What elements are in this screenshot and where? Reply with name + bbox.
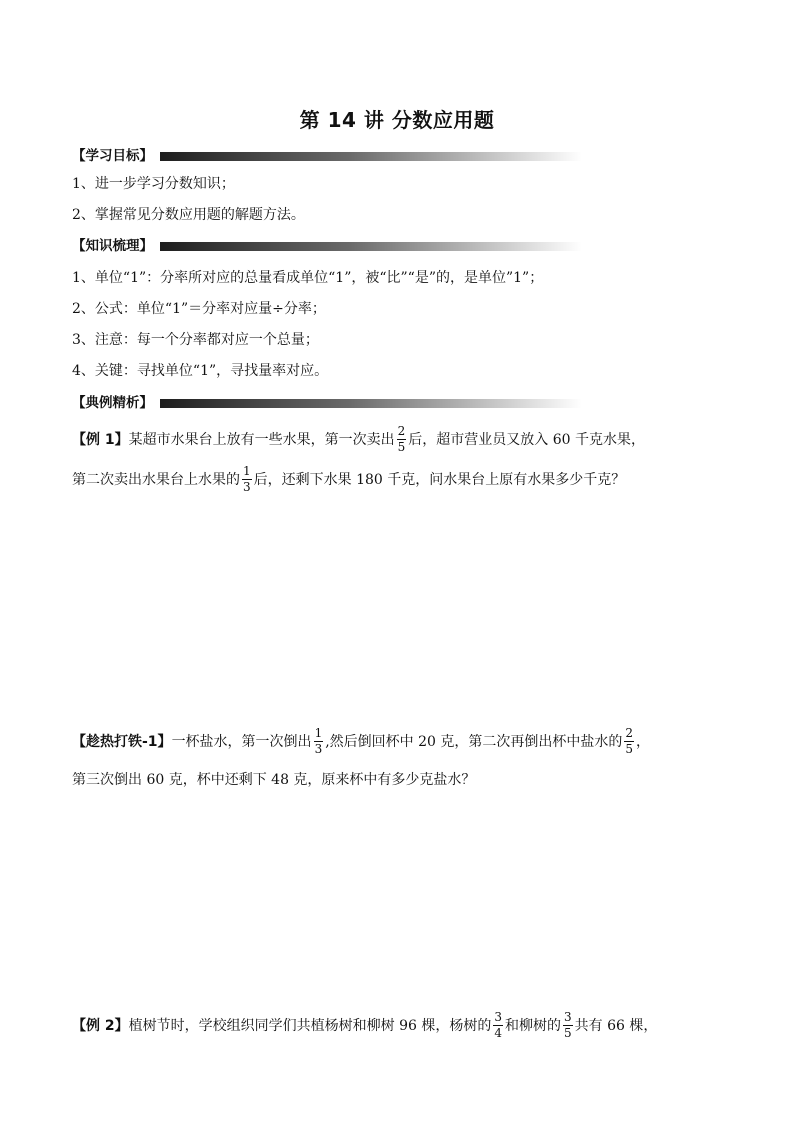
example-text: 共有 66 棵， — [574, 1018, 658, 1034]
example-text: 第二次卖出水果台上水果的 — [72, 472, 240, 488]
example-text: 一杯盐水，第一次倒出 — [171, 734, 312, 750]
example-text: 和柳树的 — [504, 1018, 561, 1034]
fraction — [493, 1011, 503, 1040]
section-label: 【知识梳理】 — [72, 238, 153, 254]
section-header-knowledge — [72, 236, 582, 256]
section-header-examples — [72, 393, 582, 413]
section-gradient-bar — [160, 152, 582, 161]
fraction-numerator: 3 — [563, 1009, 572, 1024]
page-title: 第 14 讲 分数应用题 — [299, 108, 495, 132]
fraction — [624, 727, 634, 756]
fraction-denominator: 5 — [397, 439, 406, 454]
fraction-numerator: 1 — [243, 463, 251, 478]
fraction-denominator: 3 — [243, 479, 251, 494]
example-text: ， — [636, 734, 651, 750]
knowledge-item: 3、注意：每一个分率都对应一个总量； — [72, 332, 319, 348]
goal-item: 1、进一步学习分数知识； — [72, 176, 235, 192]
example-text: 植树节时，学校组织同学们共植杨树和柳树 96 棵，杨树的 — [128, 1018, 492, 1034]
example-1 — [72, 419, 732, 499]
fraction-numerator: 1 — [314, 725, 323, 740]
section-gradient-bar — [160, 242, 582, 251]
knowledge-item: 1、单位“1”：分率所对应的总量看成单位“1”，被“比”“是”的，是单位”1”； — [72, 270, 544, 286]
example-text: 后，超市营业员又放入 60 千克水果， — [408, 432, 645, 448]
example-tag: 【趁热打铁-1】 — [72, 734, 172, 750]
fraction-numerator: 3 — [494, 1009, 502, 1024]
example-2 — [72, 1005, 732, 1045]
example-text: 第三次倒出 60 克，杯中还剩下 48 克，原来杯中有多少克盐水？ — [72, 772, 476, 788]
fraction — [563, 1011, 573, 1040]
fraction-numerator: 2 — [625, 725, 634, 740]
fraction-denominator: 3 — [314, 741, 323, 756]
section-gradient-bar — [160, 399, 582, 408]
fraction — [314, 727, 324, 756]
fraction-denominator: 5 — [563, 1025, 572, 1040]
goal-item: 2、掌握常见分数应用题的解题方法。 — [72, 207, 305, 223]
example-tag: 【例 2】 — [72, 1018, 129, 1034]
example-text: ,然后倒回杯中 20 克，第二次再倒出杯中盐水的 — [325, 734, 623, 750]
fraction-numerator: 2 — [397, 423, 406, 438]
fraction-denominator: 4 — [494, 1025, 502, 1040]
knowledge-item: 4、关键：寻找单位“1”，寻找量率对应。 — [72, 363, 329, 379]
fraction-denominator: 5 — [625, 741, 634, 756]
example-text: 某超市水果台上放有一些水果，第一次卖出 — [128, 432, 395, 448]
fraction — [242, 465, 252, 494]
section-header-goals — [72, 146, 582, 166]
example-tag: 【例 1】 — [72, 432, 129, 448]
practice-1 — [72, 721, 732, 797]
knowledge-item: 2、公式：单位“1”＝分率对应量÷分率； — [72, 301, 326, 317]
fraction — [397, 425, 407, 454]
section-label: 【典例精析】 — [72, 395, 153, 411]
example-text: 后，还剩下水果 180 千克，问水果台上原有水果多少千克？ — [253, 472, 626, 488]
section-label: 【学习目标】 — [72, 148, 153, 164]
